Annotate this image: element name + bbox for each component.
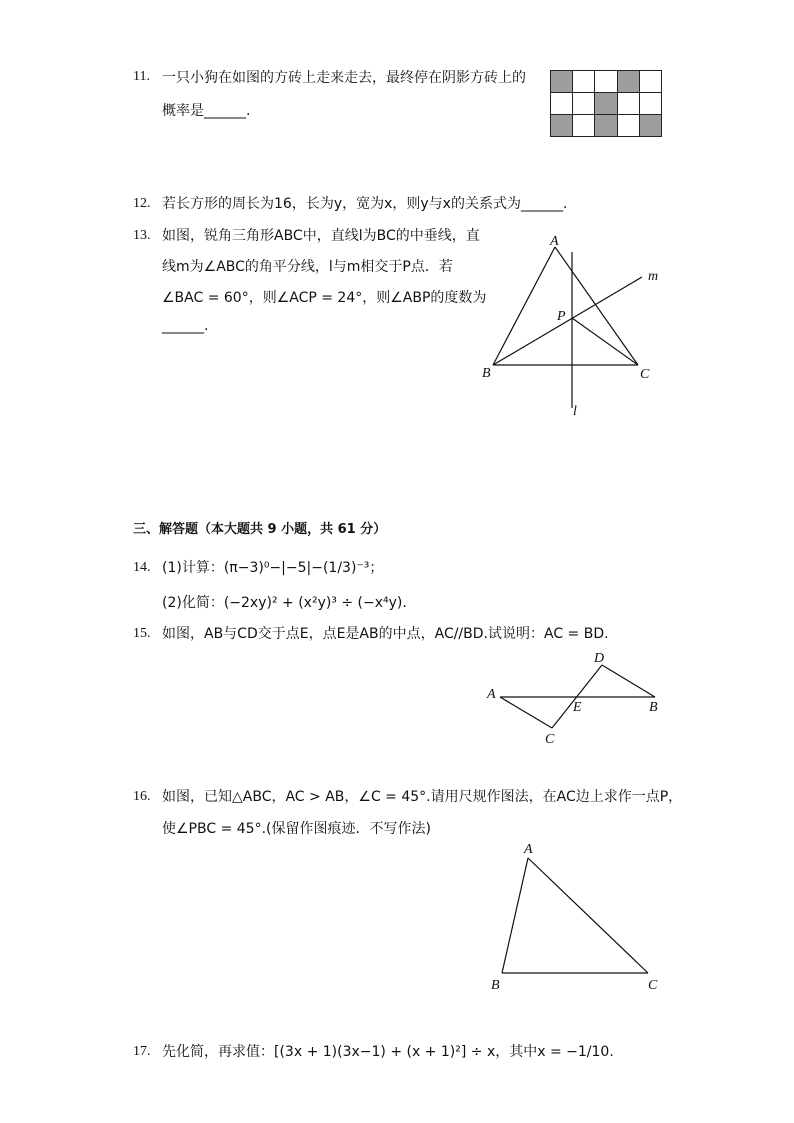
- q14-part2: (2)化简：(−2xy)² + (x²y)³ ÷ (−x⁴y).: [162, 595, 407, 611]
- tile: [572, 70, 595, 93]
- q15-label-a: A: [487, 687, 496, 702]
- tile-shaded: [617, 70, 640, 93]
- q11-line1: 一只小狗在如图的方砖上走来走去，最终停在阴影方砖上的: [162, 70, 526, 86]
- q15-figure: [480, 645, 680, 750]
- q16-number: 16.: [133, 789, 151, 804]
- q16-line2: 使∠PBC = 45°.(保留作图痕迹．不写作法): [162, 821, 431, 837]
- q16-triangle-figure: [480, 838, 680, 998]
- q13-label-m: m: [648, 269, 659, 284]
- q15-number: 15.: [133, 626, 151, 641]
- tile: [639, 70, 662, 93]
- q13-triangle-figure: [470, 225, 670, 425]
- q13-label-b: B: [482, 366, 491, 381]
- q13-label-p: P: [557, 309, 566, 324]
- q15-text: 如图，AB与CD交于点E，点E是AB的中点，AC//BD.试说明：AC = BD.: [162, 626, 609, 642]
- q13-line2: 线m为∠ABC的角平分线，l与m相交于P点．若: [162, 259, 453, 275]
- q12-text: 若长方形的周长为16，长为y，宽为x，则y与x的关系式为______.: [162, 196, 568, 212]
- q17-number: 17.: [133, 1044, 151, 1059]
- tile: [639, 92, 662, 115]
- tile: [572, 92, 595, 115]
- q16-label-c: C: [648, 978, 658, 993]
- q13-label-a: A: [550, 234, 559, 249]
- tile-shaded: [550, 70, 573, 93]
- q13-label-l: l: [573, 404, 577, 419]
- q13-label-c: C: [640, 367, 650, 382]
- tile-shaded: [639, 114, 662, 137]
- tile: [550, 92, 573, 115]
- tile: [572, 114, 595, 137]
- q14-part1: (1)计算：(π−3)⁰−|−5|−(1/3)⁻³；: [162, 560, 384, 576]
- tile: [594, 70, 617, 93]
- q13-line3: ∠BAC = 60°，则∠ACP = 24°，则∠ABP的度数为: [162, 290, 487, 306]
- q13-line1: 如图，锐角三角形ABC中，直线l为BC的中垂线，直: [162, 228, 480, 244]
- tile-shaded: [550, 114, 573, 137]
- tile-grid-figure: [550, 70, 661, 136]
- q11-number: 11.: [133, 69, 150, 84]
- q12-number: 12.: [133, 196, 151, 211]
- q14-number: 14.: [133, 560, 151, 575]
- q15-label-c: C: [545, 732, 555, 747]
- tile-shaded: [594, 114, 617, 137]
- q15-label-d: D: [594, 651, 605, 666]
- q13-line4: ______.: [162, 318, 209, 334]
- q16-line1: 如图，已知△ABC，AC > AB，∠C = 45°.请用尺规作图法，在AC边上求作一点P，: [162, 789, 683, 805]
- q15-label-e: E: [573, 700, 582, 715]
- q11-line2: 概率是______.: [162, 103, 251, 119]
- q13-number: 13.: [133, 228, 151, 243]
- section3-title: 三、解答题（本大题共 9 小题，共 61 分）: [133, 522, 387, 537]
- q15-label-b: B: [649, 700, 658, 715]
- q17-text: 先化简，再求值：[(3x + 1)(3x−1) + (x + 1)²] ÷ x，其中x = −1/10.: [162, 1044, 614, 1060]
- tile-shaded: [594, 92, 617, 115]
- tile: [617, 92, 640, 115]
- q16-label-b: B: [491, 978, 500, 993]
- q16-label-a: A: [524, 842, 533, 857]
- tile: [617, 114, 640, 137]
